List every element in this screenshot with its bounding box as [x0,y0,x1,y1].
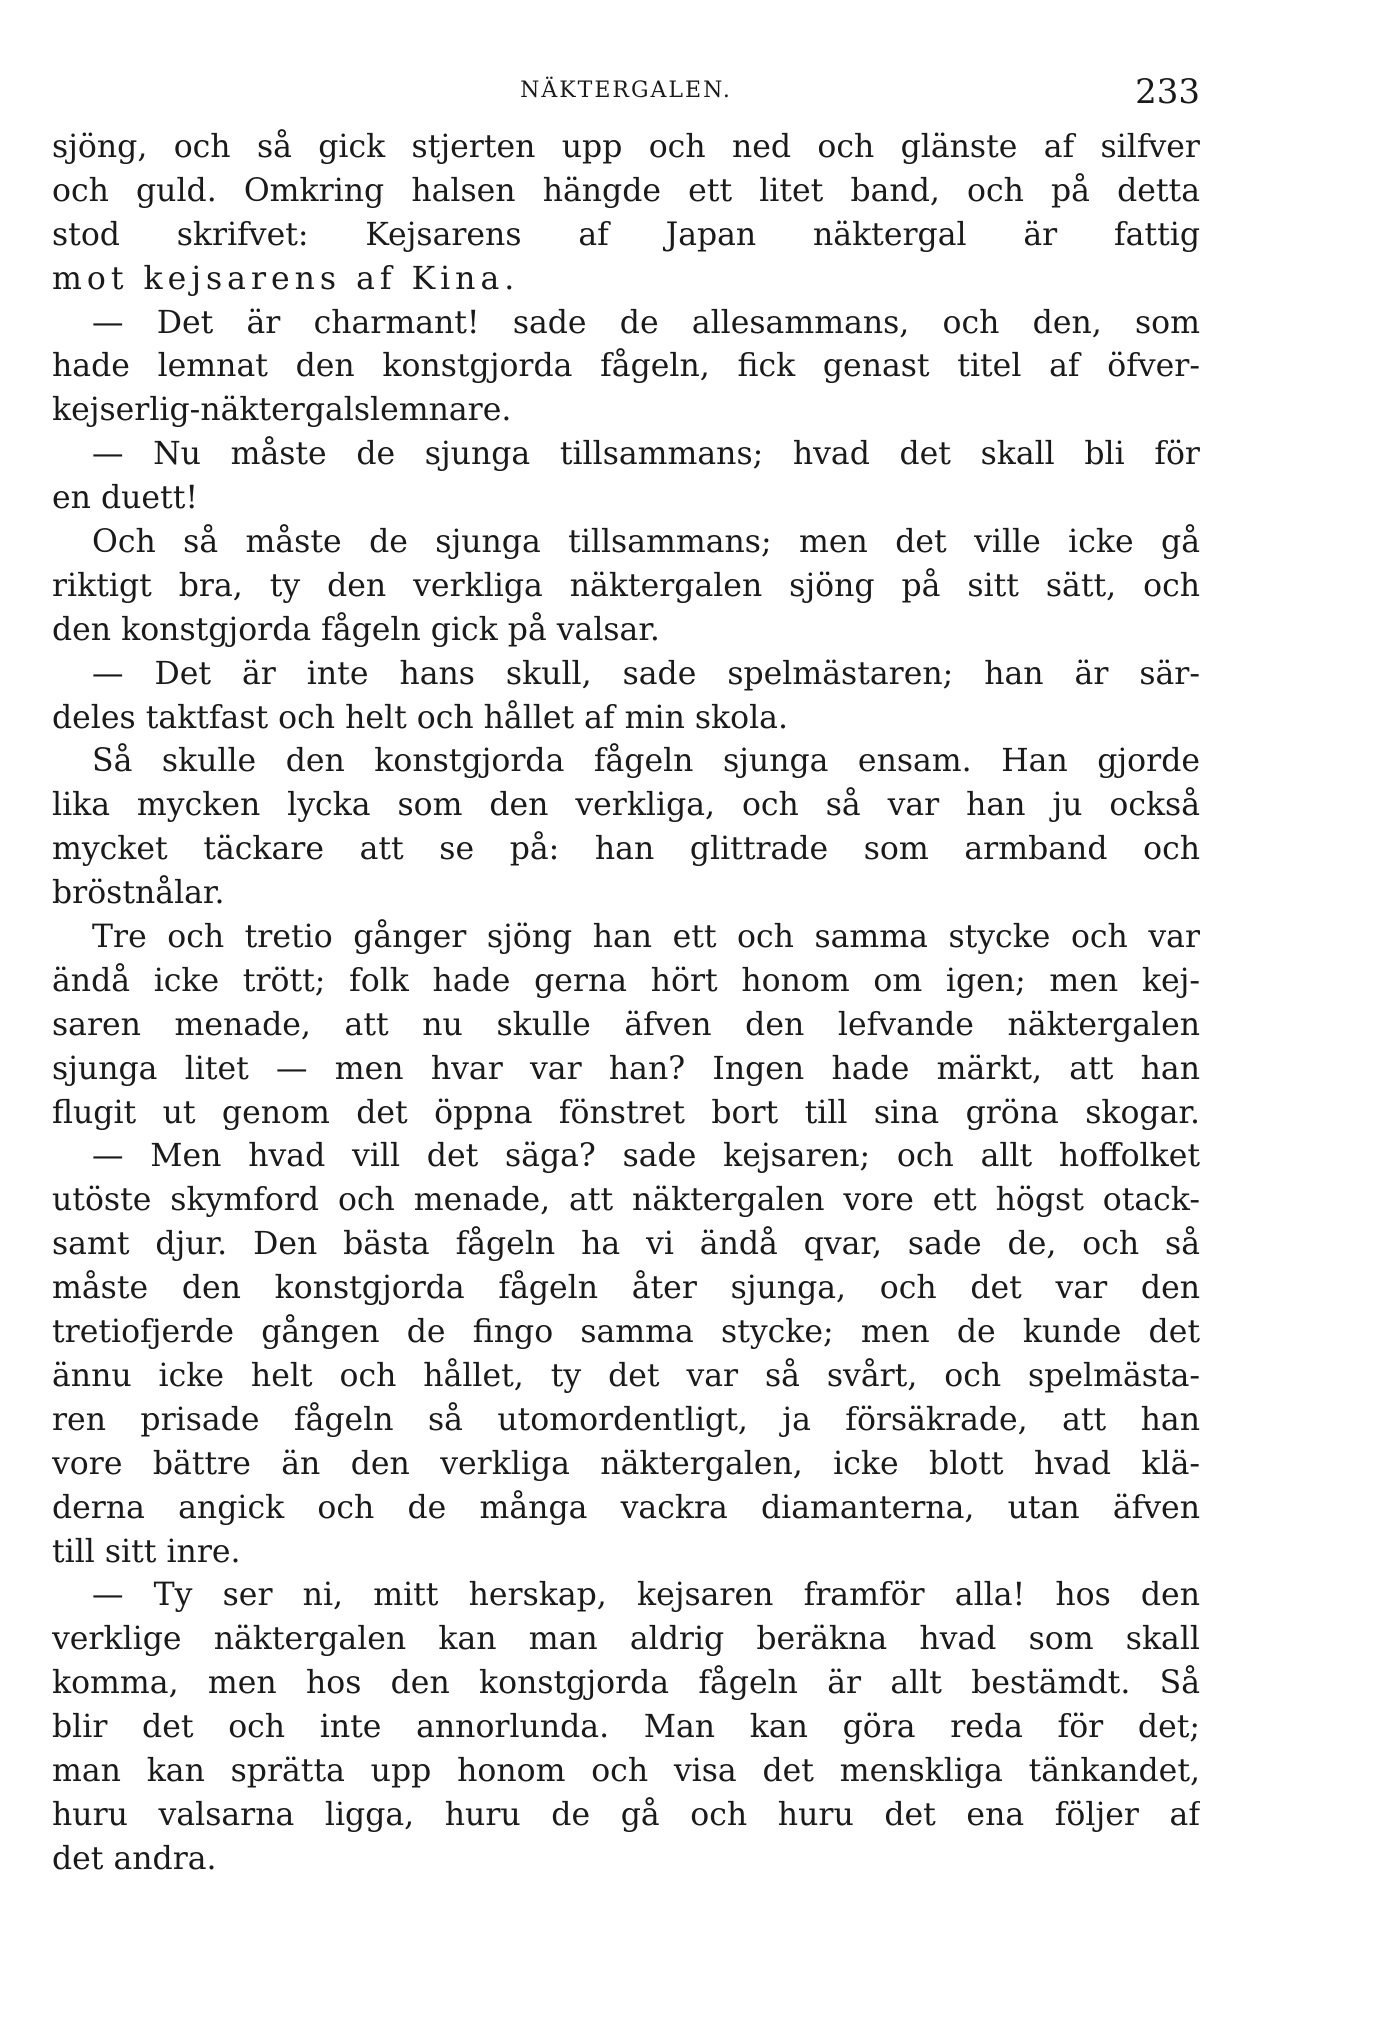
text-line: sjöng, och så gick stjerten upp och ned och glänste af silfver [52,129,1200,165]
text-line: — Ty ser ni, mitt herskap, kejsaren framför alla! hos den [92,1577,1200,1614]
text-line: den konstgjorda fågeln gick på valsar. [52,611,660,648]
text-line: — Det är charmant! sade de allesammans, och den, som [92,304,1200,341]
text-line: samt djur. Den bästa fågeln ha vi ändå qvar, sade de, och så [52,1226,1200,1263]
page-number: 233 [1135,72,1200,112]
text-line: riktigt bra, ty den verkliga näktergalen sjöng på sitt sätt, och [52,567,1200,604]
text-line: deles taktfast och helt och hållet af min skola. [52,699,788,736]
text-line: verklige näktergalen kan man aldrig beräkna hvad som skall [52,1621,1200,1658]
text-line: Och så måste de sjunga tillsammans; men det ville icke gå [92,524,1200,561]
text-line: och guld. Omkring halsen hängde ett litet band, och på detta [52,172,1200,209]
text-line: utöste skymford och menade, att näktergalen vore ett högst otack- [52,1182,1200,1219]
text-line: ren prisade fågeln så utomordentligt, ja försäkrade, att han [52,1401,1200,1438]
text-line: vore bättre än den verkliga näktergalen, icke blott hvad klä- [52,1445,1200,1482]
text-line: mot kejsarens af Kina. [52,260,520,297]
text-line: måste den konstgjorda fågeln åter sjunga, och det var den [52,1270,1200,1307]
text-line: ännu icke helt och hållet, ty det var så svårt, och spelmästa- [52,1357,1200,1394]
text-line: — Nu måste de sjunga tillsammans; hvad det skall bli för [92,436,1200,473]
text-line: Tre och tretio gånger sjöng han ett och samma stycke och var [92,919,1200,956]
text-line: sjunga litet — men hvar var han? Ingen hade märkt, att han [52,1050,1200,1087]
text-line: mycket täckare att se på: han glittrade som armband och [52,831,1200,868]
text-line: man kan sprätta upp honom och visa det menskliga tänkandet, [52,1752,1200,1789]
text-line: tretiofjerde gången de fingo samma stycke; men de kunde det [52,1314,1200,1351]
text-line: lika mycken lycka som den verkliga, och så var han ju också [52,787,1200,824]
running-header [52,72,1200,116]
text-line: det andra. [52,1840,217,1877]
text-line: till sitt inre. [52,1533,241,1570]
text-line: bröstnålar. [52,875,225,912]
text-line: kejserlig-näktergalslemnare. [52,392,512,429]
text-line: ändå icke trött; folk hade gerna hört honom om igen; men kej- [52,962,1200,999]
text-line: blir det och inte annorlunda. Man kan göra reda för det; [52,1709,1200,1746]
text-line: huru valsarna ligga, huru de gå och huru det ena följer af [52,1796,1200,1833]
text-line: saren menade, att nu skulle äfven den lefvande näktergalen [52,1006,1200,1043]
text-line: stod skrifvet: Kejsarens af Japan näktergal är fattig [52,216,1200,253]
text-line: flugit ut genom det öppna fönstret bort till sina gröna skogar. [52,1094,1200,1131]
text-line: — Det är inte hans skull, sade spelmästaren; han är sär- [92,655,1200,692]
text-line: komma, men hos den konstgjorda fågeln är allt bestämdt. Så [52,1665,1200,1702]
body-text [52,126,1200,1882]
running-title: NÄKTERGALEN. [520,78,732,103]
text-line: hade lemnat den konstgjorda fågeln, fick genast titel af öfver- [52,348,1200,385]
text-line: en duett! [52,480,199,517]
text-line: derna angick och de många vackra diamanterna, utan äfven [52,1489,1200,1526]
text-line: Så skulle den konstgjorda fågeln sjunga ensam. Han gjorde [92,743,1200,780]
text-line: — Men hvad vill det säga? sade kejsaren; och allt hoffolket [92,1138,1200,1175]
